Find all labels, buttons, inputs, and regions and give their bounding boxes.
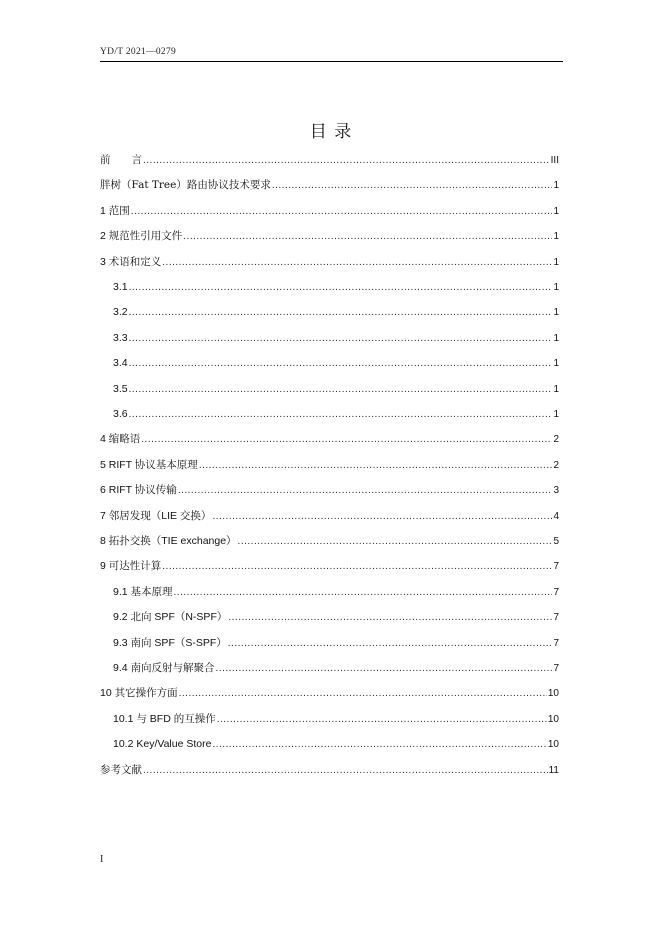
- toc-entry[interactable]: [100, 457, 559, 473]
- toc-entry-label: 3.3: [113, 331, 128, 344]
- toc-dot-leader: [162, 559, 552, 575]
- toc-entry[interactable]: [113, 584, 559, 600]
- toc-entry-page: 3: [553, 485, 559, 497]
- toc-dot-leader: [129, 407, 553, 423]
- toc-title: 目 录: [309, 122, 353, 142]
- toc-entry[interactable]: [113, 609, 559, 625]
- toc-entry-label: 3.6: [113, 408, 128, 420]
- toc-entry[interactable]: [113, 381, 559, 397]
- toc-entry-page: III: [550, 155, 559, 166]
- toc-dot-leader: [238, 534, 553, 550]
- toc-entry-label: 1 范围: [100, 204, 130, 217]
- toc-entry[interactable]: [113, 406, 559, 422]
- toc-entry-page: 1: [553, 256, 559, 268]
- toc-entry-label: 参考文献: [100, 763, 142, 776]
- toc-dot-leader: [131, 204, 553, 220]
- toc-dot-leader: [216, 661, 553, 677]
- toc-entry-page: 5: [553, 536, 559, 547]
- toc-entry[interactable]: [100, 508, 559, 524]
- toc-entry-page: 1: [553, 180, 559, 192]
- toc-entry-label: 3.2: [113, 306, 128, 319]
- toc-entry[interactable]: [100, 482, 559, 498]
- toc-entry-page: 1: [553, 307, 559, 319]
- toc-dot-leader: [183, 229, 552, 245]
- toc-dot-leader: [217, 712, 547, 728]
- toc-entry-page: 1: [553, 358, 559, 370]
- toc-entry[interactable]: [100, 533, 559, 549]
- toc-entry-label: 9.3 南向 SPF（S-SPF）: [113, 636, 227, 649]
- toc-entry[interactable]: [100, 558, 559, 574]
- toc-entry-label: 2 规范性引用文件: [100, 230, 183, 243]
- toc-entry-page: 7: [553, 612, 559, 624]
- toc-entry-page: 1: [553, 332, 559, 344]
- toc-entry-label: 3.4: [113, 357, 128, 370]
- toc-entry[interactable]: [113, 635, 559, 651]
- toc-entry-page: 10: [547, 739, 559, 751]
- toc-entry[interactable]: [100, 431, 559, 447]
- toc-entry-page: 2: [553, 459, 559, 471]
- toc-entry-page: 4: [553, 510, 559, 522]
- toc-entry-page: 1: [553, 231, 559, 243]
- toc-dot-leader: [178, 483, 553, 499]
- toc-entry[interactable]: [100, 254, 559, 270]
- toc-entry[interactable]: [100, 685, 559, 701]
- toc-entry-page: 7: [553, 663, 559, 674]
- toc-entry-page: 11: [548, 764, 559, 776]
- toc-dot-leader: [162, 255, 552, 271]
- toc-dot-leader: [212, 737, 546, 753]
- toc-entry-label: 3.5: [113, 382, 128, 395]
- toc-dot-leader: [129, 382, 553, 398]
- toc-entry-label: 9.2 北向 SPF（N-SPF）: [113, 611, 228, 624]
- toc-dot-leader: [228, 610, 552, 626]
- toc-entry-page: 7: [553, 561, 559, 573]
- toc-entry-label: 9 可达性计算: [100, 560, 162, 573]
- toc-entry-page: 2: [553, 434, 559, 446]
- toc-entry-page: 1: [553, 409, 559, 420]
- toc-entry-label: 6 RIFT 协议传输: [100, 484, 177, 497]
- toc-dot-leader: [199, 458, 553, 474]
- toc-entry-page: 7: [553, 586, 559, 598]
- toc-entry-page: 1: [553, 205, 559, 217]
- toc-dot-leader: [129, 331, 553, 347]
- header-doc-code: YD/T 2021—0279: [100, 47, 177, 57]
- toc-entry[interactable]: [100, 762, 559, 778]
- toc-entry-label: 5 RIFT 协议基本原理: [100, 458, 198, 471]
- toc-entry[interactable]: [113, 279, 559, 295]
- toc-dot-leader: [129, 356, 553, 372]
- toc-entry-label: 胖树（Fat Tree）路由协议技术要求: [100, 179, 271, 192]
- toc-dot-leader: [143, 153, 550, 169]
- toc-entry[interactable]: [100, 203, 559, 219]
- toc-entry[interactable]: [113, 304, 559, 320]
- toc-entry-page: 10: [547, 688, 559, 700]
- toc-dot-leader: [143, 763, 548, 779]
- toc-entry-label: 10 其它操作方面: [100, 687, 178, 700]
- toc-entry[interactable]: [113, 330, 559, 346]
- toc-entry-label: 9.4 南向反射与解聚合: [113, 662, 215, 674]
- toc-dot-leader: [174, 585, 553, 601]
- toc-entry-label: 10.2 Key/Value Store: [113, 738, 212, 751]
- toc-entry-label: 8 拓扑交换（TIE exchange）: [100, 535, 237, 547]
- toc-dot-leader: [179, 686, 547, 702]
- toc-entry-label: 4 缩略语: [100, 433, 141, 446]
- toc-entry-page: 1: [553, 282, 559, 293]
- footer-page-number: I: [100, 854, 104, 865]
- toc-dot-leader: [129, 305, 553, 321]
- toc-entry[interactable]: [113, 355, 559, 371]
- toc-entry-page: 1: [553, 383, 559, 395]
- toc-entry[interactable]: [100, 177, 559, 193]
- toc-entry[interactable]: [100, 152, 559, 168]
- toc-entry[interactable]: [113, 711, 559, 727]
- toc-entry-label: 9.1 基本原理: [113, 585, 173, 598]
- toc-entry-label: 7 邻居发现（LIE 交换）: [100, 509, 212, 522]
- toc-entry-page: 7: [553, 637, 559, 649]
- toc-entry-page: 10: [547, 713, 559, 725]
- toc-entry-label: 3.1: [113, 281, 128, 293]
- toc-dot-leader: [212, 509, 552, 525]
- toc-dot-leader: [228, 636, 553, 652]
- toc-entry-label: 前 言: [100, 154, 142, 166]
- toc-entry[interactable]: [113, 736, 559, 752]
- toc-entry-label: 10.1 与 BFD 的互操作: [113, 712, 216, 725]
- toc-entry[interactable]: [113, 660, 559, 676]
- toc-dot-leader: [272, 178, 553, 194]
- toc-dot-leader: [129, 280, 553, 296]
- toc-entry-label: 3 术语和定义: [100, 255, 162, 268]
- toc-entry[interactable]: [100, 228, 559, 244]
- toc-dot-leader: [141, 432, 552, 448]
